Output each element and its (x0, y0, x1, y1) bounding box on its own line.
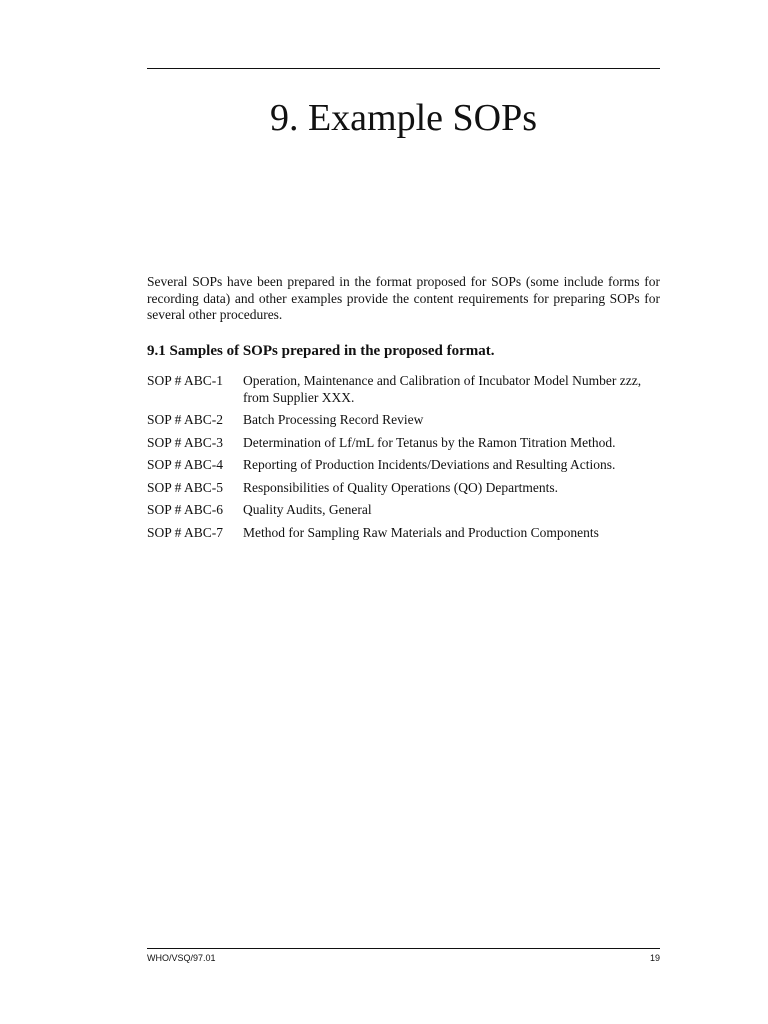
footer-doc-id: WHO/VSQ/97.01 (147, 953, 216, 963)
sop-code: SOP # ABC-6 (147, 502, 224, 517)
sop-title: Method for Sampling Raw Materials and Production Components (243, 524, 599, 540)
sop-list (147, 373, 660, 547)
section-heading: 9.1 Samples of SOPs prepared in the proposed format. (147, 343, 495, 359)
sop-title: Operation, Maintenance and Calibration of Incubator Model Number zzz, from Supplier XXX. (243, 373, 642, 405)
footer-page-number: 19 (649, 953, 660, 963)
top-rule (147, 68, 660, 69)
sop-code: SOP # ABC-7 (147, 524, 224, 540)
sop-title: Batch Processing Record Review (243, 412, 424, 427)
sop-code: SOP # ABC-2 (147, 412, 224, 427)
chapter-title: 9. Example SOPs (269, 97, 538, 139)
sop-item-6 (147, 502, 660, 519)
sop-item-2 (147, 412, 660, 429)
intro-paragraph: Several SOPs have been prepared in the format proposed for SOPs (some include forms for recording data) and other examples provide the content requirements for preparing SOPs for several other procedures. (147, 274, 660, 322)
footer-rule (147, 948, 660, 949)
sop-item-4 (147, 457, 660, 474)
sop-code: SOP # ABC-3 (147, 434, 224, 450)
sop-code: SOP # ABC-4 (147, 457, 224, 472)
sop-title: Reporting of Production Incidents/Deviations and Resulting Actions. (243, 457, 616, 472)
sop-code: SOP # ABC-1 (147, 373, 224, 388)
sop-title: Determination of Lf/mL for Tetanus by the Ramon Titration Method. (243, 434, 616, 450)
sop-item-5 (147, 480, 660, 497)
sop-title: Quality Audits, General (243, 502, 372, 517)
sop-item-1 (147, 373, 660, 406)
sop-title: Responsibilities of Quality Operations (QO) Departments. (243, 479, 558, 495)
sop-item-7 (147, 525, 660, 542)
sop-item-3 (147, 435, 660, 452)
sop-code: SOP # ABC-5 (147, 479, 224, 495)
